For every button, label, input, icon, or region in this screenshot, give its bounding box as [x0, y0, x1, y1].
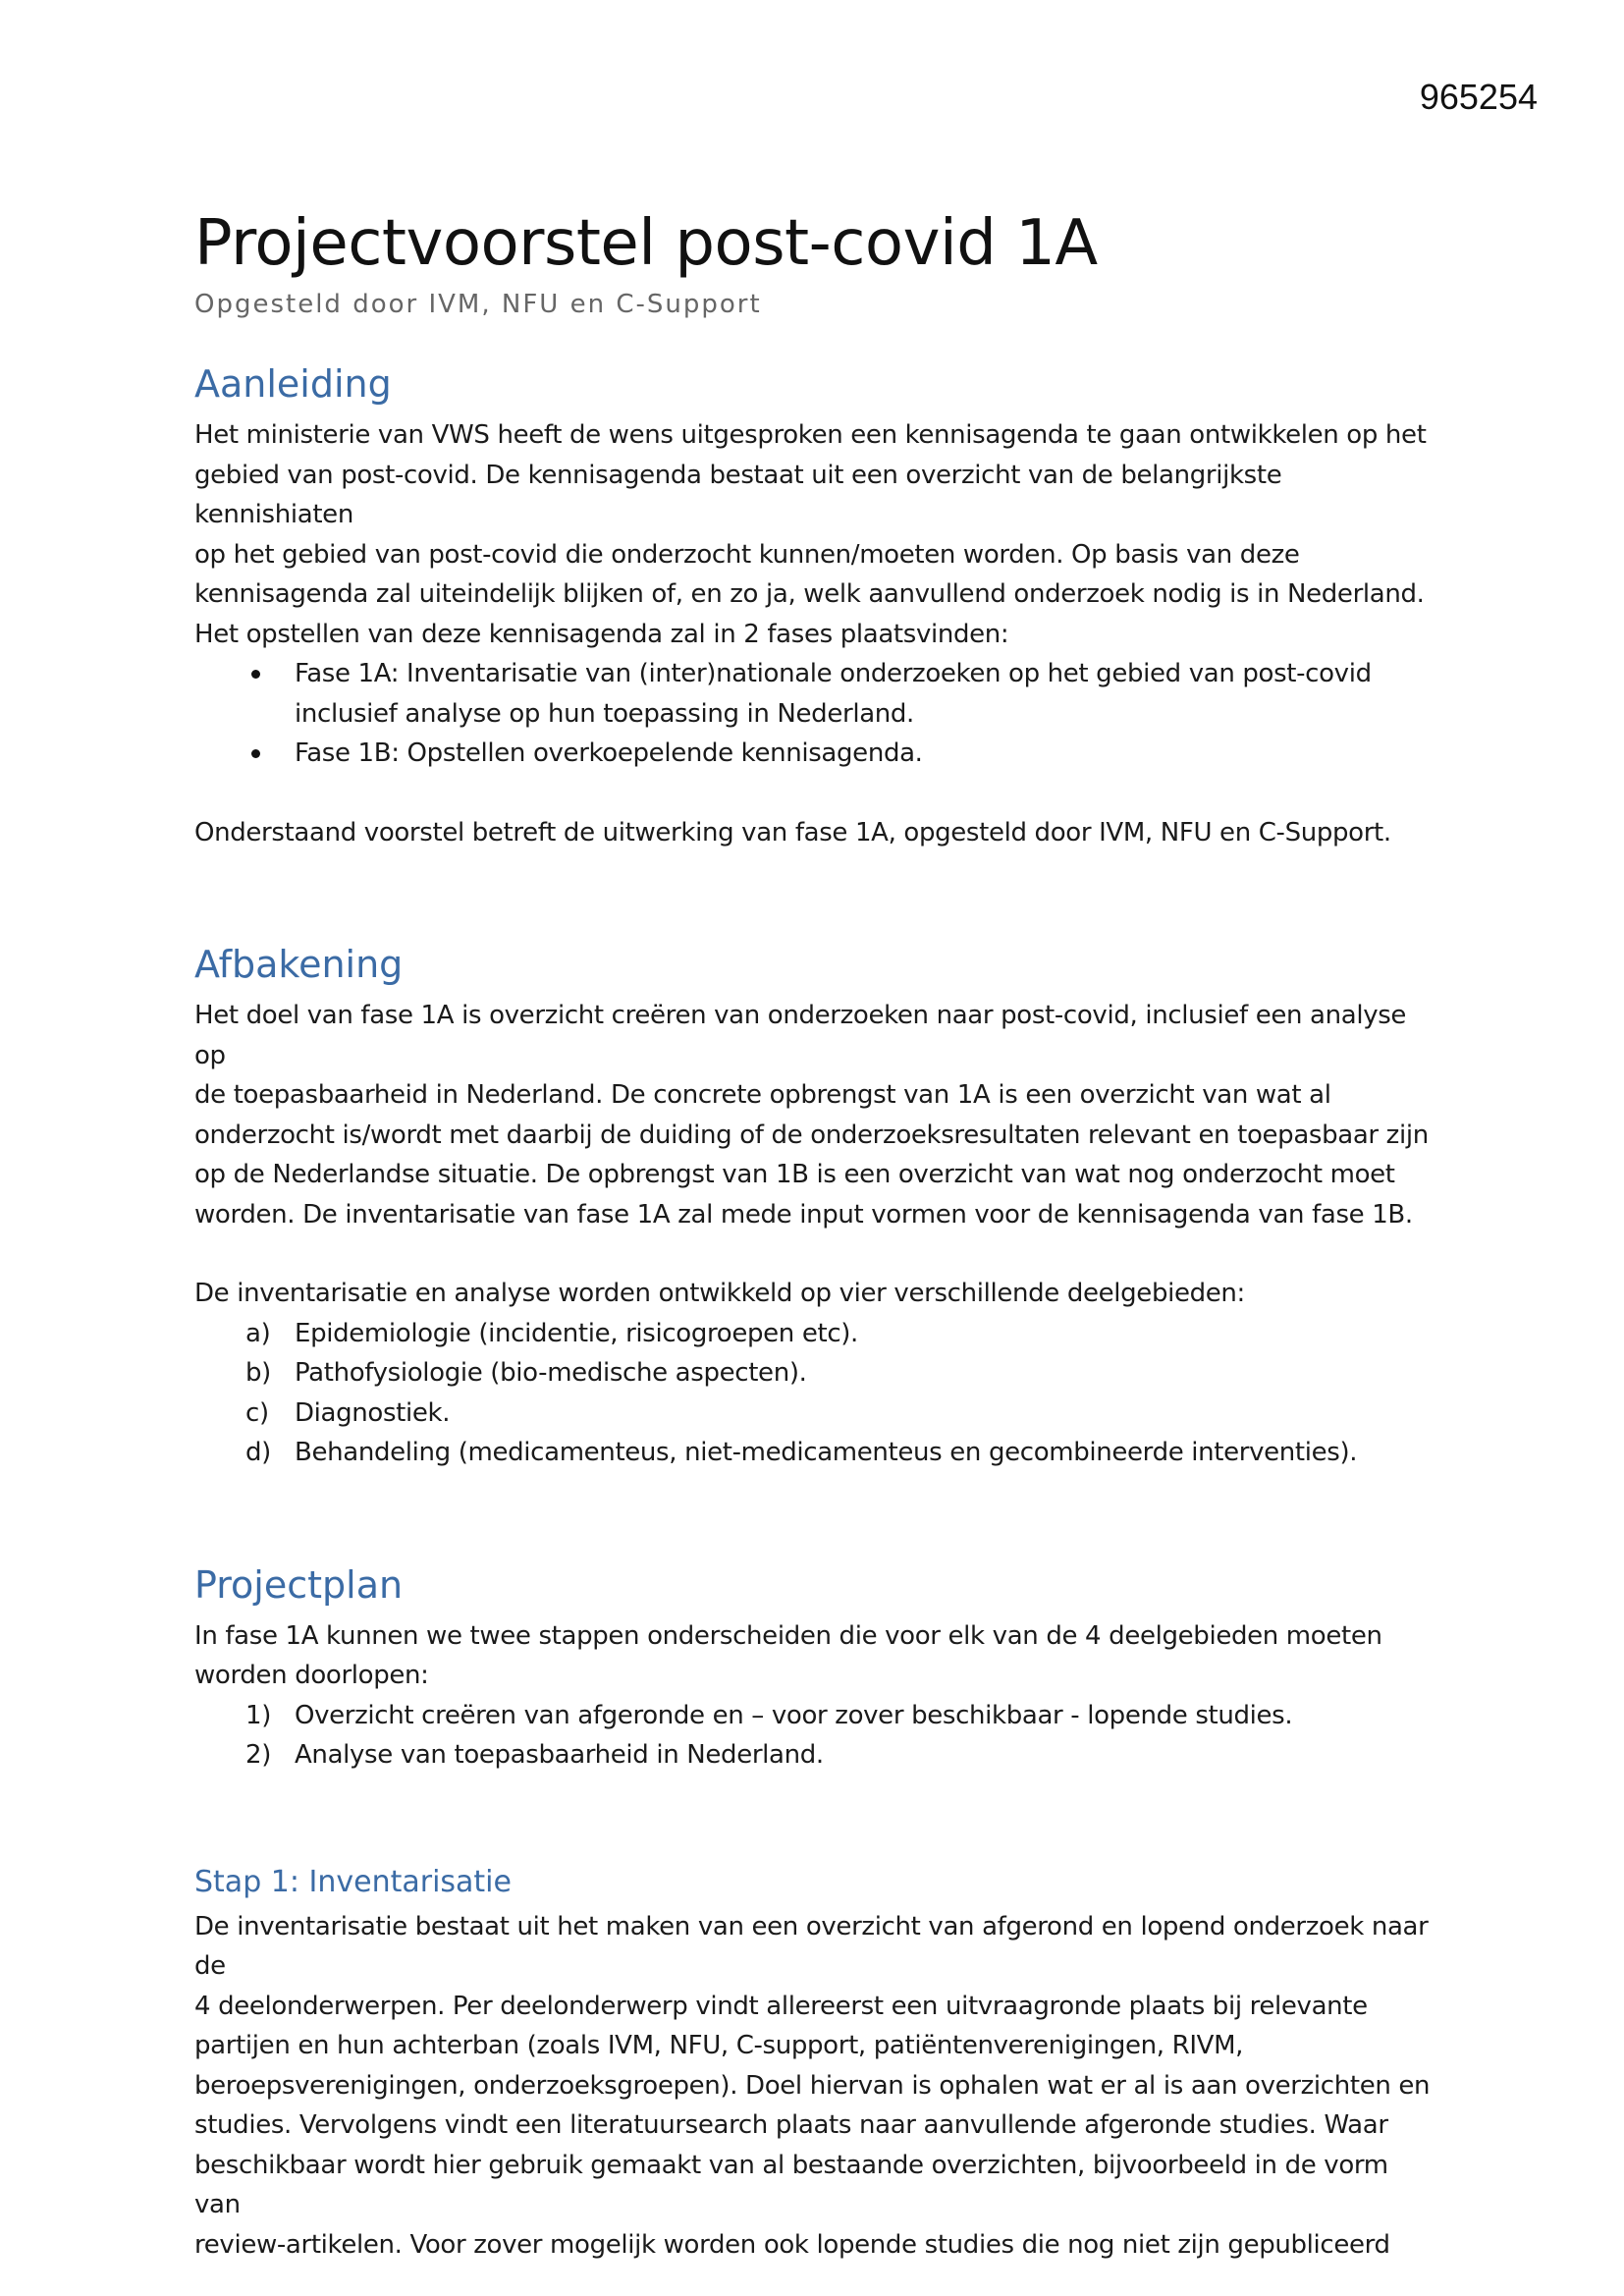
paragraph-line: worden doorlopen: [194, 1661, 429, 1690]
document-number: 965254 [1419, 77, 1538, 117]
paragraph-line: onderzocht is/wordt met daarbij de duiding of de onderzoeksresultaten relevant en toepasbaar zijn [194, 1120, 1429, 1150]
document-body [194, 201, 1441, 2265]
list-item-text: Analyse van toepasbaarheid in Nederland. [295, 1740, 824, 1770]
paragraph-line: partijen en hun achterban (zoals IVM, NFU, C-support, patiëntenverenigingen, RIVM, [194, 2031, 1244, 2060]
bullet-dot-icon [251, 670, 260, 679]
list-marker: 1) [245, 1700, 271, 1730]
paragraph-line: 4 deelonderwerpen. Per deelonderwerp vindt allereerst een uitvraagronde plaats bij relevante [194, 1991, 1368, 2021]
paragraph-line: De inventarisatie en analyse worden ontwikkeld op vier verschillende deelgebieden: [194, 1279, 1245, 1308]
paragraph-line: de toepasbaarheid in Nederland. De concrete opbrengst van 1A is een overzicht van wat al [194, 1080, 1331, 1110]
paragraph-line: Het ministerie van VWS heeft de wens uitgesproken een kennisagenda te gaan ontwikkelen op het [194, 420, 1427, 450]
list-marker: a) [245, 1318, 271, 1348]
paragraph-line: kennisagenda zal uiteindelijk blijken of, en zo ja, welk aanvullend onderzoek nodig is in Nederland. [194, 579, 1425, 609]
list-item-text: Pathofysiologie (bio-medische aspecten). [295, 1358, 807, 1388]
paragraph-line: review-artikelen. Voor zover mogelijk worden ook lopende studies die nog niet zijn gepubliceerd [194, 2229, 1390, 2260]
bullet-text: Fase 1B: Opstellen overkoepelende kennisagenda. [295, 738, 923, 768]
list-item-text: Behandeling (medicamenteus, niet-medicamenteus en gecombineerde interventies). [295, 1438, 1358, 1467]
list-marker: d) [245, 1438, 271, 1467]
bullet-dot-icon [251, 749, 260, 758]
list-marker: c) [245, 1397, 269, 1428]
section-heading-aanleiding: Aanleiding [194, 362, 392, 406]
document-title: Projectvoorstel post-covid 1A [194, 207, 1098, 280]
paragraph-line: Het doel van fase 1A is overzicht creëren van onderzoeken naar post-covid, inclusief een analyse op [194, 1001, 1407, 1070]
bullet-text: Fase 1A: Inventarisatie van (inter)nationale onderzoeken op het gebied van post-covid [295, 659, 1372, 688]
paragraph-line: De inventarisatie bestaat uit het maken van een overzicht van afgerond en lopend onderzoek naar de [194, 1911, 1429, 1981]
list-item-text: Diagnostiek. [295, 1397, 451, 1428]
paragraph-line: op de Nederlandse situatie. De opbrengst van 1B is een overzicht van wat nog onderzocht moet [194, 1160, 1395, 1189]
list-item [194, 1696, 1441, 1736]
paragraph-line: Het opstellen van deze kennisagenda zal in 2 fases plaatsvinden: [194, 619, 1009, 649]
section-heading-afbakening: Afbakening [194, 943, 404, 986]
subsection-heading-stap1: Stap 1: Inventarisatie [194, 1864, 512, 1899]
paragraph-line: worden. De inventarisatie van fase 1A zal mede input vormen voor de kennisagenda van fase 1B. [194, 1199, 1413, 1230]
paragraph-line: studies. Vervolgens vindt een literatuursearch plaats naar aanvullende afgeronde studies. Waar [194, 2110, 1388, 2140]
section-heading-projectplan: Projectplan [194, 1562, 404, 1607]
list-item-text: Overzicht creëren van afgeronde en – voor zover beschikbaar - lopende studies. [295, 1700, 1293, 1730]
list-item [194, 1433, 1441, 1473]
paragraph-line: op het gebied van post-covid die onderzocht kunnen/moeten worden. Op basis van deze [194, 539, 1300, 570]
subdomain-list [194, 1314, 1441, 1473]
paragraph-line: Onderstaand voorstel betreft de uitwerking van fase 1A, opgesteld door IVM, NFU en C-Support. [194, 817, 1391, 847]
bullet-item [194, 654, 1441, 734]
steps-list [194, 1696, 1441, 1776]
list-item-text: Epidemiologie (incidentie, risicogroepen etc). [295, 1318, 858, 1348]
bullet-item [194, 734, 1441, 774]
list-item [194, 1735, 1441, 1776]
list-marker: 2) [245, 1740, 271, 1770]
paragraph-line: gebied van post-covid. De kennisagenda bestaat uit een overzicht van de belangrijkste kennishiaten [194, 460, 1282, 529]
paragraph-line: In fase 1A kunnen we twee stappen onderscheiden die voor elk van de 4 deelgebieden moeten [194, 1620, 1382, 1651]
list-item [194, 1353, 1441, 1394]
paragraph-line: beroepsverenigingen, onderzoeksgroepen). Doel hiervan is ophalen wat er al is aan overzichten en [194, 2070, 1431, 2101]
phase-bullet-list [194, 654, 1441, 774]
list-marker: b) [245, 1358, 271, 1388]
list-item [194, 1394, 1441, 1434]
list-item [194, 1314, 1441, 1354]
bullet-text: inclusief analyse op hun toepassing in Nederland. [295, 698, 914, 729]
paragraph-line: beschikbaar wordt hier gebruik gemaakt van al bestaande overzichten, bijvoorbeeld in de vorm van [194, 2150, 1388, 2219]
document-subtitle: Opgesteld door IVM, NFU en C-Support [194, 290, 762, 319]
